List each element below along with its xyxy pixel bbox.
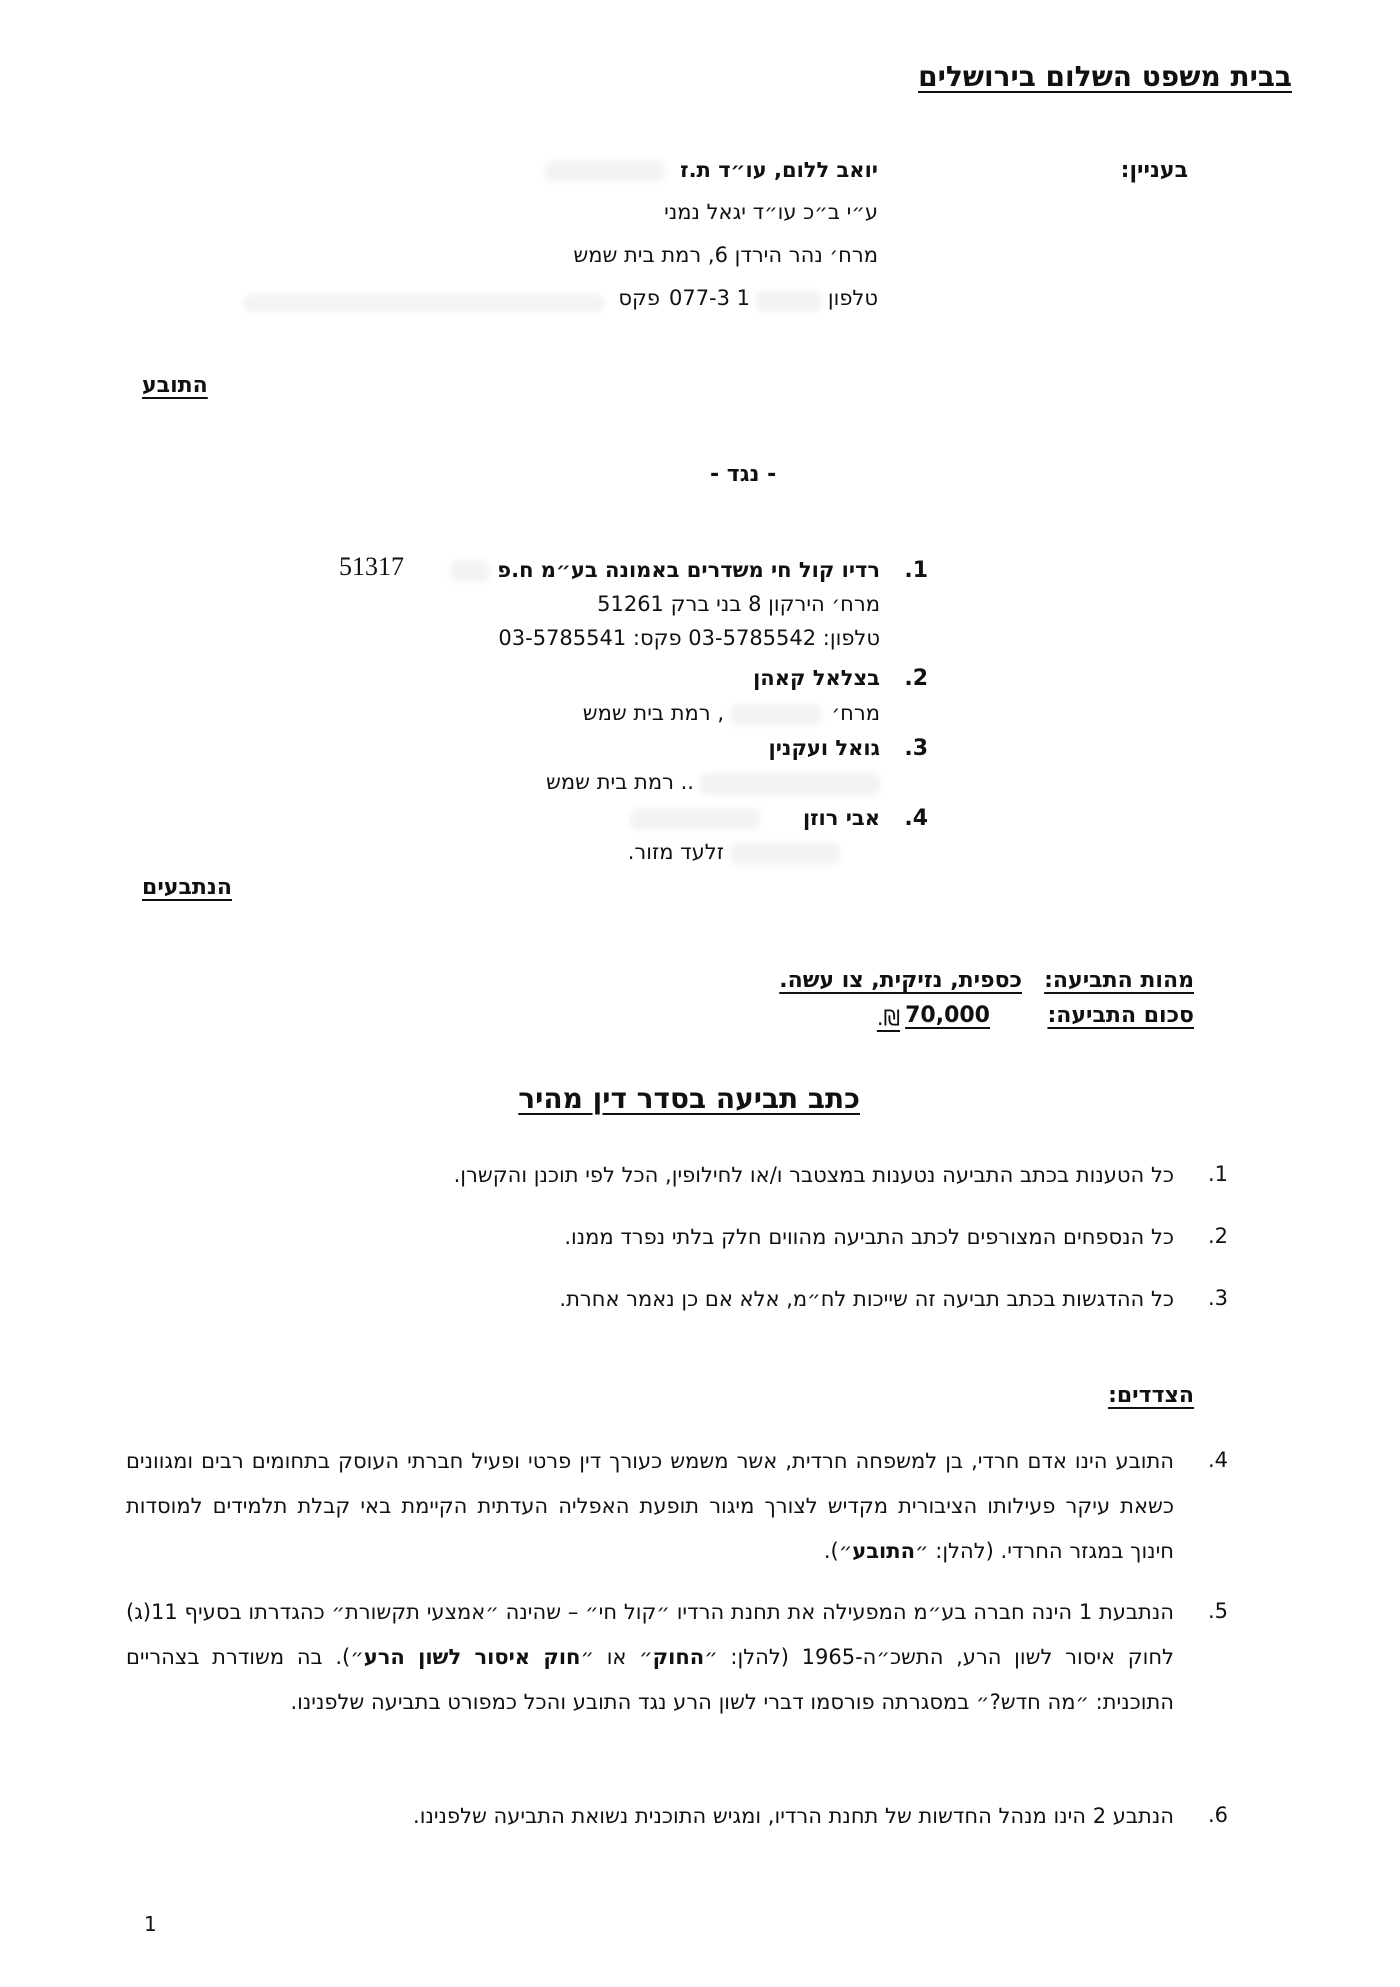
plaintiff-address: מרח׳ נהר הירדן 6, רמת בית שמש (573, 243, 878, 267)
court-heading: בבית משפט השלום בירושלים (918, 60, 1292, 93)
claim-nature-label: מהות התביעה: (1044, 968, 1194, 993)
paragraph-4-part: ״). (823, 1539, 853, 1563)
paragraph-text: כל הנספחים המצורפים לכתב התביעה מהווים חלק בלתי נפרד ממנו. (564, 1225, 1174, 1249)
plaintiff-name: יואב ללום, עו״ד ת.ז (680, 158, 878, 182)
plaintiff-phone-digit: 1 (736, 286, 750, 310)
redacted-name (630, 808, 760, 830)
plaintiff-phone-label: טלפון (827, 286, 878, 310)
document-title: כתב תביעה בסדר דין מהיר (518, 1082, 860, 1115)
plaintiff-fax-label: פקס (618, 286, 660, 310)
matter-label: בעניין: (1120, 158, 1188, 183)
redacted-phone (756, 290, 822, 312)
redacted-address (730, 704, 822, 726)
defendant-3-name: גואל ועקנין (768, 736, 880, 760)
paragraph-number: 6. (1207, 1803, 1228, 1827)
paragraph-5-part: הנתבעת 1 הינה חברה בע״מ המפעילה את תחנת הרדיו ״קול חי״ – שהינה ״אמצעי תקשורת״ כהגדרתו בסעיף 11(ג) לחוק איסור לשון הרע, התשכ״ה-1965 (להלן: ״ (126, 1600, 1174, 1669)
paragraph-number: 3. (1207, 1286, 1228, 1310)
claim-amount-value: 70,000 (905, 1003, 990, 1028)
redacted-address (700, 773, 880, 795)
redacted-address (730, 843, 840, 865)
paragraph-number: 5. (1207, 1599, 1228, 1623)
paragraph-4-text (126, 1439, 1174, 1574)
paragraph-5-part: ״). בה משודרת בצהריים התוכנית: ״מה חדש?״ במסגרתה פורסמו דברי לשון הרע נגד התובע והכל כמפורט בתביעה שלפנינו. (126, 1645, 1174, 1714)
redacted-id (545, 160, 665, 182)
defendants-role: הנתבעים (142, 875, 232, 900)
defendant-1-name: רדיו קול חי משדרים באמונה בע״מ ח.פ (497, 558, 880, 582)
plaintiff-role: התובע (142, 373, 208, 398)
defendant-2-street: מרח׳ (831, 701, 880, 725)
defined-term: התובע (852, 1539, 916, 1563)
defined-term: חוק איסור לשון הרע (363, 1645, 581, 1669)
redacted-company-id (450, 560, 490, 582)
defined-term: החוק (652, 1645, 705, 1669)
paragraph-number: 4. (1207, 1448, 1228, 1472)
defendant-1-id: 51317 (339, 552, 404, 581)
parties-heading: הצדדים: (1108, 1383, 1194, 1408)
plaintiff-rep: ע״י ב״כ עו״ד יגאל נמני (664, 200, 878, 224)
paragraph-5-part: ״ או ״ (580, 1645, 653, 1669)
paragraph-number: 1. (1207, 1162, 1228, 1186)
paragraph-text: כל הטענות בכתב התביעה נטענות במצטבר ו/או לחילופין, הכל לפי תוכנן והקשרן. (453, 1163, 1174, 1187)
paragraph-5-text (126, 1590, 1174, 1725)
claim-nature-value: כספית, נזיקית, צו עשה. (779, 968, 1022, 993)
defendant-2-number: 2. (904, 666, 928, 691)
claim-amount-label: סכום התביעה: (1047, 1003, 1194, 1028)
redacted-fax (244, 294, 604, 312)
paragraph-number: 2. (1207, 1224, 1228, 1248)
defendant-1-phone: טלפון: 03-5785542 פקס: 03-5785541 (498, 626, 880, 650)
defendant-2-name: בצלאל קאהן (753, 666, 880, 690)
defendant-3-number: 3. (904, 736, 928, 761)
defendant-2-city: , רמת בית שמש (582, 701, 724, 725)
paragraph-text: כל ההדגשות בכתב תביעה זה שייכות לח״מ, אלא אם כן נאמר אחרת. (559, 1287, 1174, 1311)
versus-label: - נגד - (710, 462, 777, 487)
plaintiff-phone-prefix: 077-3 (668, 286, 730, 310)
defendant-4-number: 4. (904, 806, 928, 831)
paragraph-text: הנתבע 2 הינו מנהל החדשות של תחנת הרדיו, ומגיש התוכנית נשואת התביעה שלפנינו. (413, 1804, 1174, 1828)
defendant-4-address: זלעד מזור. (627, 840, 724, 864)
claim-amount-currency: ₪. (876, 1006, 900, 1030)
defendant-1-number: 1. (904, 558, 928, 583)
page-number: 1 (144, 1912, 157, 1936)
defendant-1-address: מרח׳ הירקון 8 בני ברק 51261 (597, 592, 880, 616)
defendant-4-name: אבי רוזן (802, 806, 880, 830)
paragraph-4-part: התובע הינו אדם חרדי, בן למשפחה חרדית, אשר משמש כעורך דין פרטי ופעיל חברתי העוסק בתחומים רבים ומגוונים כשאת עיקר פעילותו הציבורית מקדיש לצורך מיגור תופעת האפליה העדתית הקיימת באי קבלת תלמידים למוסדות חינוך במגזר החרדי. (להלן: ״ (126, 1449, 1174, 1563)
defendant-3-address: .. רמת בית שמש (546, 770, 694, 794)
